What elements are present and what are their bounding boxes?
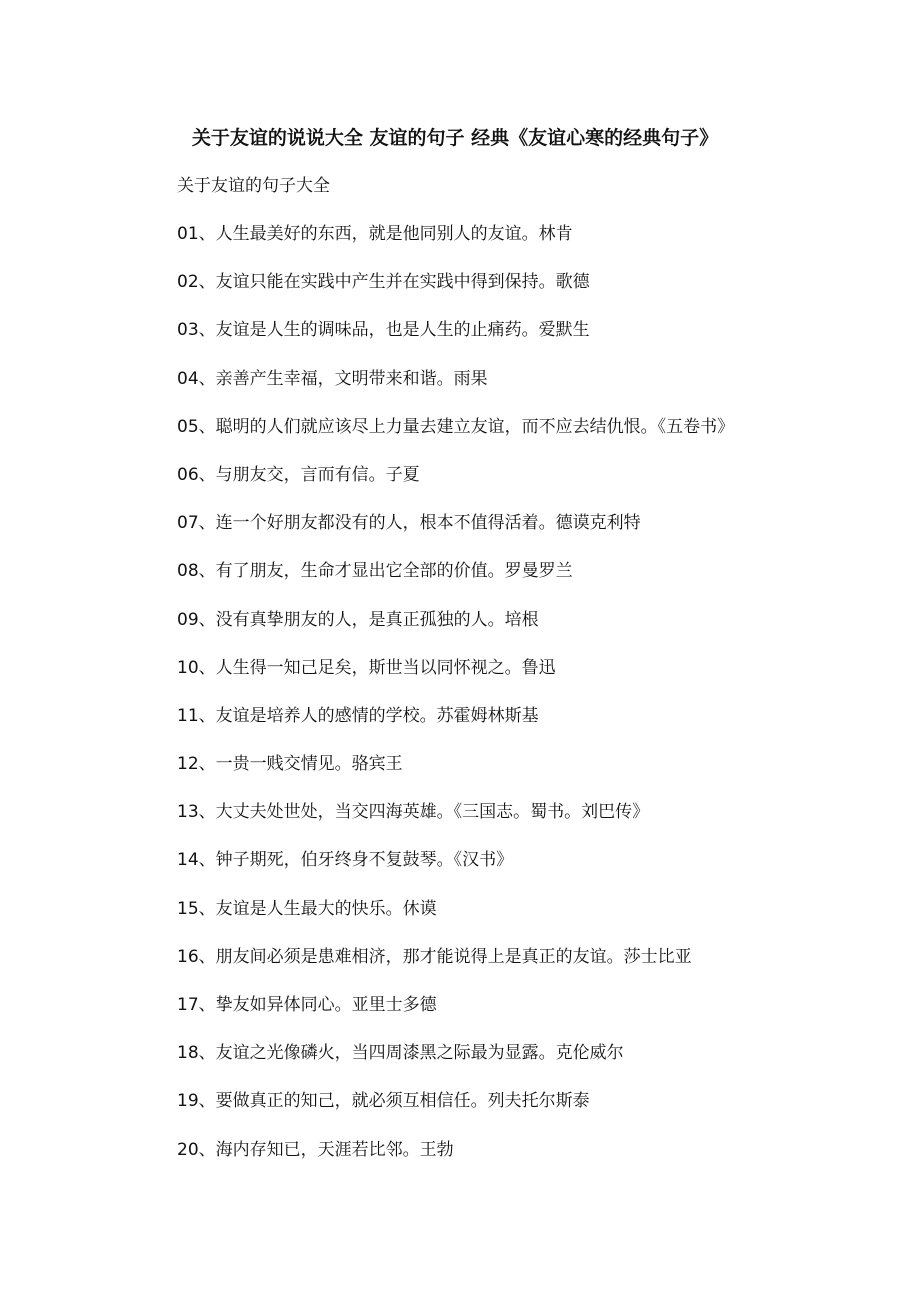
quote-item: 16、朋友间必须是患难相济，那才能说得上是真正的友谊。莎士比亚 (177, 946, 692, 967)
quote-item: 01、人生最美好的东西，就是他同别人的友谊。林肯 (177, 224, 573, 244)
quote-item: 04、亲善产生幸福，文明带来和谐。雨果 (177, 368, 488, 389)
quote-item: 08、有了朋友，生命才显出它全部的价值。罗曼罗兰 (177, 561, 573, 582)
quote-item: 20、海内存知已，天涯若比邻。王勃 (177, 1139, 454, 1160)
quote-item: 03、友谊是人生的调味品，也是人生的止痛药。爱默生 (177, 320, 590, 341)
quote-item: 10、人生得一知己足矣，斯世当以同怀视之。鲁迅 (177, 657, 556, 678)
quote-item: 19、要做真正的知己，就必须互相信任。列夫托尔斯泰 (177, 1091, 590, 1112)
quote-list (177, 221, 734, 1185)
quote-item: 11、友谊是培养人的感情的学校。苏霍姆林斯基 (177, 705, 539, 726)
quote-item: 12、一贵一贱交情见。骆宾王 (177, 754, 403, 775)
quote-item: 15、友谊是人生最大的快乐。休谟 (177, 898, 437, 919)
quote-item: 07、连一个好朋友都没有的人，根本不值得活着。德谟克利特 (177, 513, 641, 534)
quote-item: 13、大丈夫处世处，当交四海英雄。《三国志。蜀书。刘巴传》 (177, 802, 650, 823)
quote-item: 02、友谊只能在实践中产生并在实践中得到保持。歌德 (177, 272, 590, 293)
section-subtitle: 关于友谊的句子大全 (177, 176, 330, 196)
quote-item: 05、聪明的人们就应该尽上力量去建立友谊，而不应去结仇恨。《五卷书》 (177, 416, 735, 437)
quote-item: 06、与朋友交，言而有信。子夏 (177, 464, 420, 485)
page-title: 关于友谊的说说大全 友谊的句子 经典《友谊心寒的经典句子》 (191, 127, 719, 149)
quote-item: 14、钟子期死，伯牙终身不复鼓琴。《汉书》 (177, 850, 514, 871)
quote-item: 09、没有真挚朋友的人，是真正孤独的人。培根 (177, 609, 539, 630)
quote-item: 18、友谊之光像磷火，当四周漆黑之际最为显露。克伦威尔 (177, 1043, 624, 1064)
quote-item: 17、挚友如异体同心。亚里士多德 (177, 995, 437, 1015)
